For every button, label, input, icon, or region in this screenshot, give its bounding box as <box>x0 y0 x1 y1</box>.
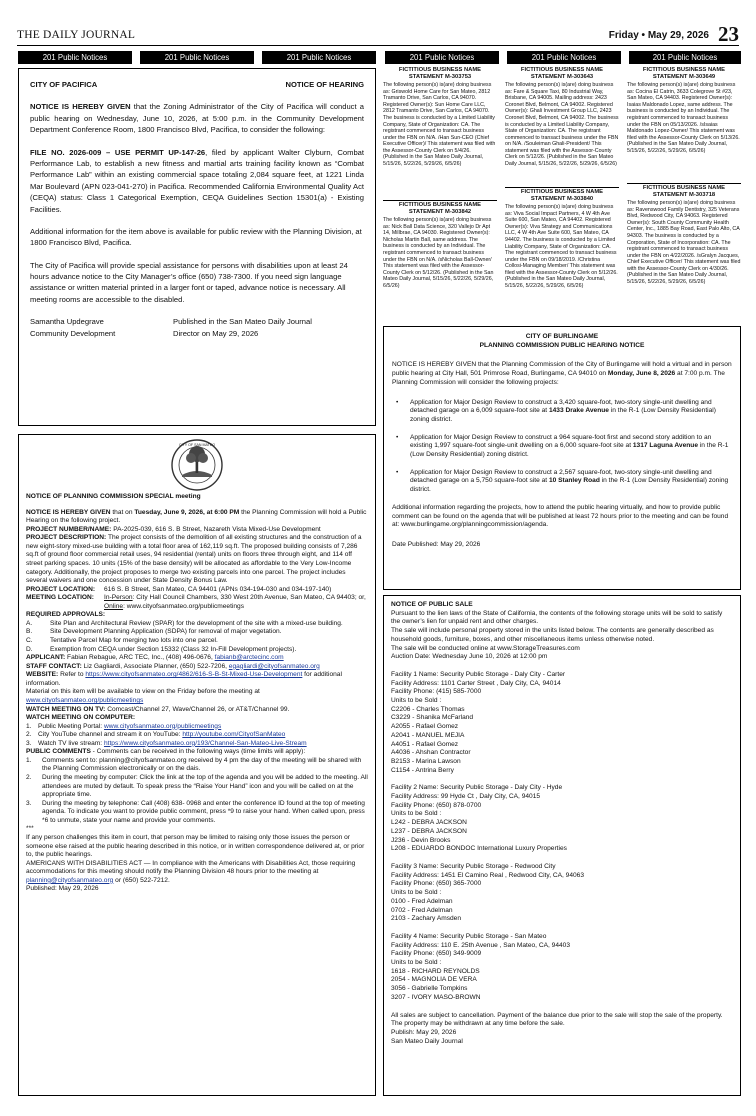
unit-entry: C2206 - Charles Thomas <box>391 705 465 713</box>
youtube-link[interactable]: http://youtube.com/CityofSanMateo <box>182 731 286 739</box>
ada-text: or (650) 522-7212. <box>113 876 170 884</box>
field-value: 616 S. B Street, San Mateo, CA 94401 (APNs 034-194-030 and 034-197-140) <box>104 585 332 593</box>
project-address: 1433 Drake Avenue <box>548 407 609 415</box>
list-item <box>26 757 368 774</box>
field-value: : City Hall Council Chambers, 330 West 20th Avenue, San Mateo, CA 94403; or, <box>132 594 366 602</box>
field-label: PROJECT DESCRIPTION: <box>26 534 107 542</box>
list-item <box>26 723 368 732</box>
notice-paragraph: The City of Pacifica will provide special assistance for persons with disabilities upon at least 24 hours advance notice to the City Manager’s office (650) 738-7300. If you need sign language assistance or written material printed in a larger font or taped, advance notice is necessary. All meeting rooms are accessible to the disabled. <box>30 260 348 304</box>
unit-entry: A2055 - Rafael Gomez <box>391 723 459 731</box>
field-value: Material on this item will be available to view on the Friday before the meeting at <box>26 688 260 696</box>
unit-entry: 3056 - Gabrielle Tompkins <box>391 985 468 993</box>
date-published: Date Published: May 29, 2026 <box>392 540 481 548</box>
portal-link[interactable]: www.cityofsanmateo.org/publicmeetings <box>103 722 222 730</box>
units-heading: Units to be Sold : <box>391 697 442 705</box>
list-item <box>26 646 368 655</box>
signer-title: Community Development <box>30 328 116 338</box>
sale-intro: The sale will include personal property stored in the units listed below. The contents are generally described as household goods, furniture, boxes, and other miscellaneous items unless otherwise noted. <box>391 627 714 643</box>
item-key: 3. <box>26 799 32 807</box>
list-item <box>26 740 368 749</box>
in-person-label: In-Person <box>104 594 133 602</box>
public-meetings-link[interactable]: www.cityofsanmateo.org/publicmeetings <box>26 696 144 704</box>
watch-tv <box>26 706 368 715</box>
sale-intro: Pursuant to the lien laws of the State of California, the contents of the following storage units will be sold to satisfy the owner’s lien for unpaid rent and other charges. <box>391 609 723 626</box>
comments-list <box>26 757 368 826</box>
project-text: Application for Major Design Review to construct a 964 square-foot first and second story addition to an existing 1,997 square-foot single-unit dwelling on a 6,000 square-foot site at <box>410 433 712 450</box>
notice-title: NOTICE OF PUBLIC SALE <box>391 601 473 608</box>
unit-entry: 0100 - Fred Adelman <box>391 897 453 905</box>
lead-text: NOTICE IS HEREBY GIVEN <box>26 508 111 516</box>
fbn-notice <box>627 185 741 320</box>
unit-entry: C1154 - Antrina Berry <box>391 766 454 774</box>
section-heading: REQUIRED APPROVALS: <box>26 611 106 619</box>
field-label: PROJECT LOCATION: <box>26 585 96 593</box>
field-value: Liz Gagliardi, Associate Planner, (650) 522-7206, <box>81 662 229 670</box>
divider <box>383 200 497 201</box>
publication-line: Published in the San Mateo Daily Journal <box>173 317 312 327</box>
separator-stars: *** <box>26 825 34 833</box>
notice-heading: CITY OF BURLINGAME <box>525 333 599 340</box>
field-value: - Comments can be received in the following ways (time limits will apply): <box>90 748 306 756</box>
unit-entry: A4036 - Ahshan Contractor <box>391 749 471 757</box>
facility-info: Facility Phone: (650) 878-0700 <box>391 801 482 809</box>
field-value: : www.cityofsanmateo.org/publicmeetings <box>123 602 245 610</box>
sale-publish-date: Publish: May 29, 2026 <box>391 1028 457 1036</box>
project-number <box>26 526 368 535</box>
field-label: APPLICANT: <box>26 654 66 662</box>
meeting-location <box>26 594 368 611</box>
unit-entry: 3207 - IVORY MASO-BROWN <box>391 993 481 1001</box>
public-sale-notice <box>383 595 741 1096</box>
project-list <box>392 399 732 495</box>
section-tab: 201 Public Notices <box>140 51 254 64</box>
unit-entry: A2041 - MANUEL MEJIA <box>391 731 465 739</box>
sale-closing: All sales are subject to cancellation. Payment of the balance due prior to the sale will stop the sale of the property. The property may be withdrawn at any time before the sale. <box>391 1011 723 1028</box>
field-value: The project consists of the demolition of all existing structures and the construction of a new eight-story mixed-use building with a total floor area of 162,119 sq.ft. The proposed building consists of 7,286 sq.ft of ground floor commercial retail uses, 94 residential (rental) units on floors three through eight, and 114 off street parking spaces. 10 units (15% of the base density) will be allocated as affordable to the Very Low-Income category. Additionally, the project proposes to merge two existing parcels into one parcel. The project includes several waivers and one concession under State Density Bonus Law. <box>26 534 362 585</box>
field-value: for additional information. <box>26 671 342 687</box>
intro-text: the Planning Commission will hold a Public Hearing on the following project. <box>26 508 367 525</box>
item-key: C. <box>26 637 33 644</box>
project-item <box>392 399 732 425</box>
project-text: in the R-1 (Low Density Residential) zoning district. <box>410 407 716 423</box>
unit-entry: 2103 - Zachary Amsden <box>391 915 462 923</box>
notice-intro <box>392 361 732 387</box>
staff-email-link[interactable]: egagliardi@cityofsanmateo.org <box>228 662 320 670</box>
field-label: PROJECT NUMBER/NAME: <box>26 525 112 533</box>
fbn-body: The following person(s) is(are) doing business as: Nick Ball Data Science, 320 Vallejo Dr Apt 14, Millbrae, CA 94030. Registered Owner(s): Nicholas Martin Ball, same address. The business is conducted by an Individual. The registrant commenced to transact business under the FBN on N/A. /sNicholas Ball-Owner/ This statement was filed with the Assessor-County Clerk on 5/12/26. (Published in the San Mateo Daily Journal, 5/15/26, 5/22/26, 5/29/26, 6/5/26) <box>383 217 494 289</box>
facility-info: Facility Phone: (650) 349-9009 <box>391 950 482 958</box>
unit-entry: A4051 - Rafael Gomez <box>391 740 459 748</box>
seal-text: CITY OF SAN MATEO <box>178 442 216 447</box>
item-text: Public Meeting Portal: <box>38 722 104 730</box>
field-label: MEETING LOCATION: <box>26 594 95 602</box>
item-text: Site Plan and Architectural Review (SPAR) for the development of the site with a mixed-use building. <box>50 619 343 627</box>
item-text: Tentative Parcel Map for merging two lots into one parcel. <box>50 637 218 644</box>
planning-email-link[interactable]: planning@cityofsanmateo.org <box>26 876 114 884</box>
page-header <box>17 22 739 46</box>
field-label: PUBLIC COMMENTS <box>26 748 91 756</box>
fbn-title: FICTITIOUS BUSINESS NAME STATEMENT M-303753 <box>398 67 482 81</box>
item-text: During the meeting by computer: Click the link at the top of the agenda and you will be added to the meeting. All attendees are muted by default. To speak press the “Raise Your Hand” icon and you will be called on at the appropriate time. <box>42 774 368 799</box>
intro-text: NOTICE IS HEREBY GIVEN that the Planning Commission of the City of Burlingame will hold a virtual and in person public hearing at City Hall, 501 Primrose Road, Burlingame, CA 94010 on <box>392 361 732 378</box>
facility-list <box>391 671 733 1003</box>
livestream-link[interactable]: https://www.cityofsanmateo.org/193/Channel-San-Mateo-Live-Stream <box>103 739 307 747</box>
notice-paragraph <box>30 101 364 135</box>
project-text: Application for Major Design Review to construct a 2,567 square-foot, two-story single-unit dwelling and detached garage on a 5,750 square-foot site at <box>410 468 712 485</box>
field-label: WATCH MEETING ON TV: <box>26 705 106 713</box>
section-tab: 201 Public Notices <box>385 51 499 64</box>
fbn-body: The following person(s) is(are) doing business as: Griswold Home Care for San Mateo, 2812 Tramanto Drive, San Carlos, CA 94070. Registered Owner(s): Sun Home Care LLC, 2812 Tramanto Drive, San Carlos, CA 94070. The business is conducted by a Limited Liability Company, State of Organization: CA. The registrant commenced to transact business under the FBN on N/A. /Han Sun-CEO (Chief Executive Officer)/ This statement was filed with the Assessor-County Clerk on 5/4/26. (Published in the San Mateo Daily Journal, 5/15/26, 5/22/26, 5/29/26, 6/5/26) <box>383 82 496 167</box>
field-value: Refer to <box>58 671 86 679</box>
project-item <box>392 434 732 460</box>
project-item <box>392 469 732 495</box>
signer-name: Samantha Updegrave <box>30 317 104 327</box>
applicant-email-link[interactable]: fabianb@arctecinc.com <box>214 654 284 662</box>
facility-info: Facility Address: 99 Hyde Ct , Daly City, CA, 94015 <box>391 793 541 801</box>
sale-intro: The sale will be conducted online at www.StorageTreasures.com <box>391 644 580 652</box>
item-key: 1. <box>26 756 32 764</box>
list-item <box>26 731 368 740</box>
facility-info: Facility 1 Name: Security Public Storage - Daly City - Carter <box>391 670 566 678</box>
facility-info: Facility 4 Name: Security Public Storage - San Mateo <box>391 932 547 940</box>
fbn-title: FICTITIOUS BUSINESS NAME STATEMENT M-303649 <box>642 67 726 81</box>
project-location <box>26 586 368 595</box>
item-text: Exemption from CEQA under Section 15332 (Class 32 In-Fill Development projects). <box>50 645 297 653</box>
item-key: 2. <box>26 774 32 781</box>
item-key: D. <box>26 645 33 653</box>
unit-entry: L242 - DEBRA JACKSON <box>391 819 467 827</box>
facility-block <box>391 671 733 775</box>
list-item <box>26 637 368 646</box>
notice-type: NOTICE OF HEARING <box>285 80 364 89</box>
fbn-body: The following person(s) is(are) doing business as: Ravenswood Family Dentistry, 325 Veterans Blvd, Redwood City, CA 94063. Registered Owner(s): South County Community Health Center, Inc., 1885 Bay Road, East Palo Alto, CA 94303. The business is conducted by a Corporation, State of Incorporation: CA. The registrant commenced to transact business under the FBN on 4/22/2026. /sGralyn Jacques, Chief Executive Officer/ This statement was filed with the Assessor-County Clerk on 4/30/26. (Published in the San Mateo Daily Journal, 5/15/26, 5/22/26, 5/29/26, 6/5/26) <box>627 200 741 285</box>
section-tab: 201 Public Notices <box>507 51 621 64</box>
project-address: 1317 Laguna Avenue <box>632 442 698 450</box>
auction-date: Auction Date: Wednesday June 10, 2026 at 12:00 pm <box>391 653 548 661</box>
field-value: Comcast/Channel 27, Wave/Channel 26, or AT&T/Channel 99. <box>105 705 290 713</box>
facility-block <box>391 784 733 854</box>
fbn-title: FICTITIOUS BUSINESS NAME STATEMENT M-303643 <box>520 67 604 81</box>
staff-contact <box>26 663 368 672</box>
sale-publication: San Mateo Daily Journal <box>391 1037 463 1045</box>
ada-text: AMERICANS WITH DISABILITIES ACT — In compliance with the Americans with Disabilities Act, those requiring accommodations for this meeting should notify the Planning Division 48 hours prior to the meeting at <box>26 859 356 876</box>
file-number: FILE NO. 2026-009 – USE PERMIT UP-147-26 <box>30 147 206 157</box>
more-info: Additional information regarding the projects, how to attend the public hearing virtually, and how to provide public comment can be found on the agenda that will be published at least 72 hours prior to the meeting and can be found at: www.burlingame.org/planningcommission/agenda. <box>392 503 729 529</box>
signature-block <box>30 316 364 339</box>
divider <box>505 187 619 188</box>
facility-info: Facility Address: 1451 El Camino Real , Redwood City, CA, 94063 <box>391 871 585 879</box>
notice-intro <box>26 509 368 526</box>
city-seal-icon <box>171 439 223 491</box>
units-heading: Units to be Sold : <box>391 959 442 967</box>
facility-block <box>391 933 733 1003</box>
unit-entry: L208 - EDUARDO BONDOC International Luxury Properties <box>391 845 567 853</box>
intro-text: that on <box>110 508 135 516</box>
unit-entry: 2054 - MAGNOLIA DE VERA <box>391 976 477 984</box>
legal-notice: If any person challenges this item in court, that person may be limited to raising only those issues the person or someone else raised at the public hearing described in this notice, or in written correspondence delivered at, or prior to, the public hearings. <box>26 833 365 859</box>
pacifica-notice <box>18 68 376 426</box>
applicant <box>26 654 368 663</box>
fbn-title: FICTITIOUS BUSINESS NAME STATEMENT M-303842 <box>398 202 482 216</box>
paragraph-text: , filed by applicant Walter Clyburn, Combat Performance Lab, to establish a new fitness and martial arts training facility known as “Combat Performance Lab” within an existing commercial space totaling 2,084 square feet, at 1221 Linda Mar Boulevard (APN 023-041-270) in Pacifica. Recommended California Environmental Quality Act (CEQA) status: Class 1 Categorical Exemption, CEQA Guidelines Section 15301(a) - Existing Facilities. <box>30 147 364 214</box>
notice-city: CITY OF PACIFICA <box>30 80 98 89</box>
unit-entry: 0702 - Fred Adelman <box>391 906 453 914</box>
section-tab: 201 Public Notices <box>18 51 132 64</box>
project-text: in the R-1 (Low Density Residential) zoning district. <box>410 442 729 459</box>
material-note <box>26 688 368 705</box>
item-text: Comments sent to: planning@cityofsanmateo.org received by 4 pm the day of the meeting will be shared with the Planning Commission electronically or on the dais. <box>42 756 362 773</box>
ada-notice <box>26 860 368 886</box>
list-item <box>26 774 368 800</box>
intro-text: at 7:00 p.m. The Planning Commission will consider the following projects: <box>392 370 725 386</box>
hearing-date: Monday, June 8, 2026 <box>607 370 676 378</box>
unit-entry: 1618 - RICHARD REYNOLDS <box>391 967 480 975</box>
fbn-title: FICTITIOUS BUSINESS NAME STATEMENT M-303840 <box>520 189 604 203</box>
city-seal <box>26 439 368 493</box>
project-address: 10 Stanley Road <box>548 477 600 485</box>
list-item <box>26 628 368 637</box>
fbn-title: FICTITIOUS BUSINESS NAME STATEMENT M-303718 <box>642 185 726 199</box>
field-value: Fabian Rebague, ARC TEC, Inc., (408) 496-0676, <box>65 654 215 662</box>
notice-paragraph <box>30 147 364 215</box>
divider <box>627 183 741 184</box>
facility-block <box>391 863 733 924</box>
published-date: Published: May 29, 2026 <box>26 885 99 893</box>
section-tab: 201 Public Notices <box>262 51 376 64</box>
hearing-date: Tuesday, June 9, 2026, at 6:00 PM <box>134 508 240 516</box>
fbn-notice <box>505 189 619 320</box>
facility-info: Facility 2 Name: Security Public Storage - Daly City - Hyde <box>391 784 563 792</box>
project-description <box>26 534 368 585</box>
project-text: in the R-1 (Low Density Residential) zoning district. <box>410 477 729 494</box>
units-heading: Units to be Sold : <box>391 889 442 897</box>
fbn-body: The following person(s) is(are) doing business as: Cocina El Catrin, 3633 Colegrove St #23, San Mateo, CA 94403. Registered Owner(s): Isaias Maldonado Lopez, same address. The business is conducted by an Individual. The registrant commenced to transact business under the FBN on 05/13/2026. /sIsaias Maldonado Lopez-Owner/ This statement was filed with the Assessor-County Clerk on 5/13/26. (Published in the San Mateo Daily Journal, 5/15/26, 5/22/26, 5/29/26, 6/5/26) <box>627 82 740 154</box>
facility-info: Facility Address: 110 E. 25th Avenue , San Mateo, CA, 94403 <box>391 941 570 949</box>
list-item <box>26 800 368 826</box>
burlingame-notice <box>383 326 741 590</box>
section-heading: WATCH MEETING ON COMPUTER: <box>26 714 136 722</box>
item-key: A. <box>26 619 33 627</box>
watch-computer-list <box>26 723 368 749</box>
notice-heading: PLANNING COMMISSION PUBLIC HEARING NOTICE <box>479 341 645 349</box>
issue-date: Friday • May 29, 2026 <box>608 30 709 41</box>
item-text: Watch TV live stream: <box>38 739 104 747</box>
notice-paragraph: Additional information for the item above is available for public review with the Planning Division, at 1800 Francisco Blvd, Pacifica. <box>30 226 362 248</box>
units-heading: Units to be Sold : <box>391 810 442 818</box>
unit-entry: C3229 - Shanika McFarland <box>391 714 474 722</box>
project-website-link[interactable]: https://www.cityofsanmateo.org/4862/616-S-B-St-Mixed-Use-Development <box>85 671 303 679</box>
item-key: 1. <box>26 722 32 730</box>
website <box>26 671 368 688</box>
fbn-notice <box>383 67 497 198</box>
field-label: WEBSITE: <box>26 671 59 679</box>
unit-entry: J236 - Devin Brooks <box>391 836 451 844</box>
public-comments <box>26 748 368 757</box>
approvals-list <box>26 620 368 654</box>
item-key: 2. <box>26 731 32 739</box>
publication-line: Director on May 29, 2026 <box>173 328 259 338</box>
field-value: PA-2025-039, 616 S. B Street, Nazareth Vista Mixed-Use Development <box>111 525 321 533</box>
paragraph-text: that the Zoning Administrator of the City of Pacifica will conduct a public hearing on Wednesday, June 10, 2026, at 5:00 p.m. in the Community Development Department Conference Room, 1800 Francisco Blvd, Pacifica, to consider the following: <box>30 102 364 135</box>
list-item <box>26 620 368 629</box>
fbn-body: The following person(s) is(are) doing business as: Viva Social Impact Partners, 4 W 4th Ave Suite 600, San Mateo, CA 94402. Registered Owner(s): Viva Strategy and Communications LLC, 4 W 4th Ave Suite 600, San Mateo, CA 94402. The business is conducted by a Limited Liability Company, State of Organization: CA. The registrant commenced to transact business under the FBN on 09/18/2019. /Christina Collosi-Managing Member/ This statement was filed with the Assessor-County Clerk on 5/12/26. (Published in the San Mateo Daily Journal, 5/15/26, 5/22/26, 5/29/26, 6/5/26) <box>505 204 618 289</box>
unit-entry: L237 - DEBRA JACKSON <box>391 827 467 835</box>
item-key: B. <box>26 628 33 636</box>
facility-info: Facility Phone: (415) 585-7000 <box>391 688 482 696</box>
page-number: 23 <box>718 22 739 46</box>
item-text: Site Development Planning Application (SDPA) for removal of major vegetation. <box>50 628 282 636</box>
notice-title: NOTICE OF PLANNING COMMISSION SPECIAL meeting <box>26 493 201 500</box>
facility-info: Facility Phone: (650) 365-7000 <box>391 880 482 888</box>
project-text: Application for Major Design Review to construct a 3,420 square-foot, two-story single-unit dwelling and detached garage on a 6,009 square-foot site at <box>410 398 712 415</box>
section-tab: 201 Public Notices <box>629 51 741 64</box>
facility-info: Facility Address: 1101 Carter Street , Daly City, CA, 94014 <box>391 679 561 687</box>
item-text: City YouTube channel and stream it on YouTube: <box>38 731 183 739</box>
field-label: STAFF CONTACT: <box>26 662 82 670</box>
fbn-notice <box>383 202 497 320</box>
fbn-notice <box>627 67 741 180</box>
online-label: Online <box>104 602 124 610</box>
san-mateo-notice <box>18 434 376 1096</box>
fbn-notice <box>505 67 619 186</box>
unit-entry: B2153 - Marina Lawson <box>391 757 461 765</box>
item-text: During the meeting by telephone: Call (408) 638- 0968 and enter the conference ID found at the top of meeting agenda. To indicate you want to provide public comment, press *9 to raise your hand. When called upon, press *6 to unmute, state your name and provide your comments. <box>42 799 365 824</box>
facility-info: Facility 3 Name: Security Public Storage - Redwood City <box>391 862 556 870</box>
fbn-body: The following person(s) is(are) doing business as: Fare & Square Taxi, 80 Industrial Way, Brisbane, CA 94005. Mailing address: 2423 Coronet Blvd, Belmont, CA 94002. Registered Owner(s): Ghali Investment Group LLC, 2423 Coronet Blvd, Belmont, CA 94002. The business is conducted by a Limited Liability Company, State of Organization: CA. The registrant commenced to transact business under the FBN on N/A. /Souleiman Ghali-President/ This statement was filed with the Assessor-County Clerk on 5/12/26. (Published in the San Mateo Daily Journal, 5/15/26, 5/22/26, 5/29/26, 6/5/26) <box>505 82 619 167</box>
item-key: 3. <box>26 739 32 747</box>
lead-text: NOTICE IS HEREBY GIVEN <box>30 102 131 112</box>
masthead: THE DAILY JOURNAL <box>17 29 136 41</box>
